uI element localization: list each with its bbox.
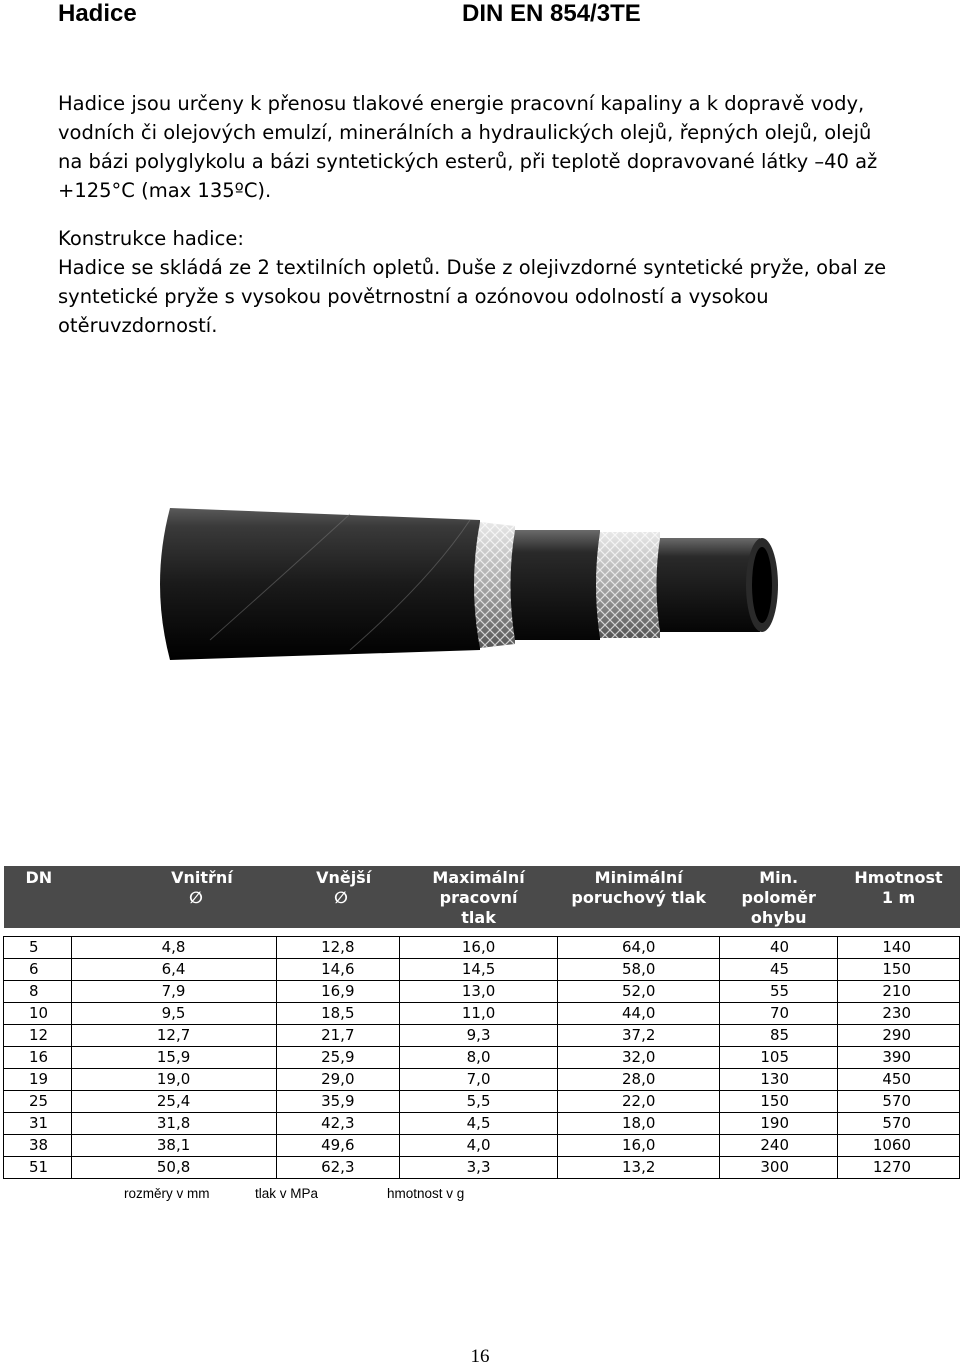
table-cell: 230 <box>838 1003 960 1025</box>
col-header-bend-radius: Min. poloměr ohybu <box>720 866 838 928</box>
table-cell: 150 <box>838 959 960 981</box>
table-cell: 18,5 <box>276 1003 399 1025</box>
diameter-symbol: ∅ <box>189 888 203 907</box>
table-cell: 21,7 <box>276 1025 399 1047</box>
table-cell: 190 <box>720 1113 838 1135</box>
table-cell: 150 <box>720 1091 838 1113</box>
construction-line: Hadice se skládá ze 2 textilních opletů. Duše z olejivzdorné syntetické pryže, obal ze <box>58 256 887 279</box>
standard-title: DIN EN 854/3TE <box>462 0 641 27</box>
table-row <box>4 959 960 981</box>
construction-line: syntetické pryže s vysokou povětrnostní a ozónovou odolností a vysokou <box>58 285 769 308</box>
table-cell: 32,0 <box>558 1047 720 1069</box>
table-cell: 11,0 <box>400 1003 558 1025</box>
table-cell: 52,0 <box>558 981 720 1003</box>
table-cell: 290 <box>838 1025 960 1047</box>
table-row <box>4 981 960 1003</box>
table-cell: 85 <box>720 1025 838 1047</box>
table-row <box>4 1025 960 1047</box>
table-row <box>4 937 960 959</box>
col-header-burst-pressure: Minimální poruchový tlak <box>558 866 720 928</box>
table-cell: 13,2 <box>558 1157 720 1179</box>
table-cell: 51 <box>4 1157 72 1179</box>
table-cell: 13,0 <box>400 981 558 1003</box>
table-row <box>4 1091 960 1113</box>
table-cell: 9,3 <box>400 1025 558 1047</box>
table-row <box>4 1135 960 1157</box>
table-cell: 10 <box>4 1003 72 1025</box>
table-cell: 5,5 <box>400 1091 558 1113</box>
intro-line: Hadice jsou určeny k přenosu tlakové energie pracovní kapaliny a k dopravě vody, <box>58 92 865 115</box>
table-cell: 7,9 <box>71 981 276 1003</box>
table-cell: 19,0 <box>71 1069 276 1091</box>
table-cell: 49,6 <box>276 1135 399 1157</box>
intro-line: +125°C (max 135ºC). <box>58 179 272 202</box>
construction-section <box>58 224 908 340</box>
table-row <box>4 1157 960 1179</box>
table-cell: 12,7 <box>71 1025 276 1047</box>
intro-line: vodních či olejových emulzí, minerálních a hydraulických olejů, řepných olejů, olejů <box>58 121 872 144</box>
table-cell: 16,9 <box>276 981 399 1003</box>
table-cell: 1060 <box>838 1135 960 1157</box>
table-cell: 12 <box>4 1025 72 1047</box>
table-cell: 45 <box>720 959 838 981</box>
construction-line: otěruvzdorností. <box>58 314 218 337</box>
table-cell: 38 <box>4 1135 72 1157</box>
table-cell: 1270 <box>838 1157 960 1179</box>
page-title: Hadice <box>58 0 137 27</box>
table-cell: 7,0 <box>400 1069 558 1091</box>
table-cell: 70 <box>720 1003 838 1025</box>
table-cell: 31,8 <box>71 1113 276 1135</box>
table-cell: 40 <box>720 937 838 959</box>
table-cell: 105 <box>720 1047 838 1069</box>
table-cell: 55 <box>720 981 838 1003</box>
table-cell: 16,0 <box>558 1135 720 1157</box>
table-cell: 16 <box>4 1047 72 1069</box>
table-cell: 64,0 <box>558 937 720 959</box>
table-cell: 35,9 <box>276 1091 399 1113</box>
table-cell: 15,9 <box>71 1047 276 1069</box>
table-cell: 6,4 <box>71 959 276 981</box>
table-row <box>4 1047 960 1069</box>
table-cell: 9,5 <box>71 1003 276 1025</box>
table-cell: 130 <box>720 1069 838 1091</box>
col-header-weight: Hmotnost 1 m <box>838 866 960 928</box>
table-cell: 25,9 <box>276 1047 399 1069</box>
table-cell: 22,0 <box>558 1091 720 1113</box>
table-cell: 44,0 <box>558 1003 720 1025</box>
table-cell: 4,0 <box>400 1135 558 1157</box>
table-cell: 6 <box>4 959 72 981</box>
table-cell: 570 <box>838 1091 960 1113</box>
table-cell: 29,0 <box>276 1069 399 1091</box>
table-cell: 570 <box>838 1113 960 1135</box>
table-cell: 210 <box>838 981 960 1003</box>
table-header-row <box>4 866 960 928</box>
table-row <box>4 1069 960 1091</box>
col-header-outer-diameter: Vnější ∅ <box>276 866 399 928</box>
construction-heading: Konstrukce hadice: <box>58 227 244 250</box>
table-row <box>4 1113 960 1135</box>
units-dimensions: rozměry v mm <box>124 1186 210 1201</box>
table-cell: 5 <box>4 937 72 959</box>
table-cell: 50,8 <box>71 1157 276 1179</box>
table-cell: 19 <box>4 1069 72 1091</box>
table-row <box>4 1003 960 1025</box>
units-pressure: tlak v MPa <box>255 1186 319 1201</box>
table-cell: 300 <box>720 1157 838 1179</box>
table-cell: 18,0 <box>558 1113 720 1135</box>
table-cell: 140 <box>838 937 960 959</box>
hose-specification-table <box>3 866 960 1179</box>
table-cell: 14,5 <box>400 959 558 981</box>
diameter-symbol: ∅ <box>334 888 348 907</box>
table-cell: 58,0 <box>558 959 720 981</box>
table-cell: 450 <box>838 1069 960 1091</box>
table-cell: 12,8 <box>276 937 399 959</box>
table-cell: 4,5 <box>400 1113 558 1135</box>
table-cell: 14,6 <box>276 959 399 981</box>
table-cell: 62,3 <box>276 1157 399 1179</box>
table-cell: 4,8 <box>71 937 276 959</box>
table-cell: 3,3 <box>400 1157 558 1179</box>
table-cell: 25,4 <box>71 1091 276 1113</box>
table-cell: 28,0 <box>558 1069 720 1091</box>
table-cell: 37,2 <box>558 1025 720 1047</box>
col-header-max-pressure: Maximální pracovní tlak <box>400 866 558 928</box>
table-cell: 42,3 <box>276 1113 399 1135</box>
col-header-dn: DN <box>4 866 72 928</box>
table-cell: 240 <box>720 1135 838 1157</box>
table-cell: 16,0 <box>400 937 558 959</box>
table-cell: 8 <box>4 981 72 1003</box>
table-cell: 8,0 <box>400 1047 558 1069</box>
table-cell: 25 <box>4 1091 72 1113</box>
intro-line: na bázi polyglykolu a bázi syntetických esterů, při teplotě dopravované látky –40 až <box>58 150 878 173</box>
intro-paragraph <box>58 89 908 205</box>
col-header-inner-diameter: Vnitřní ∅ <box>71 866 276 928</box>
rubber-hose-cutaway-image <box>150 500 960 670</box>
units-weight: hmotnost v g <box>387 1186 465 1201</box>
table-cell: 38,1 <box>71 1135 276 1157</box>
table-cell: 390 <box>838 1047 960 1069</box>
table-cell: 31 <box>4 1113 72 1135</box>
page-number: 16 <box>470 1346 490 1367</box>
